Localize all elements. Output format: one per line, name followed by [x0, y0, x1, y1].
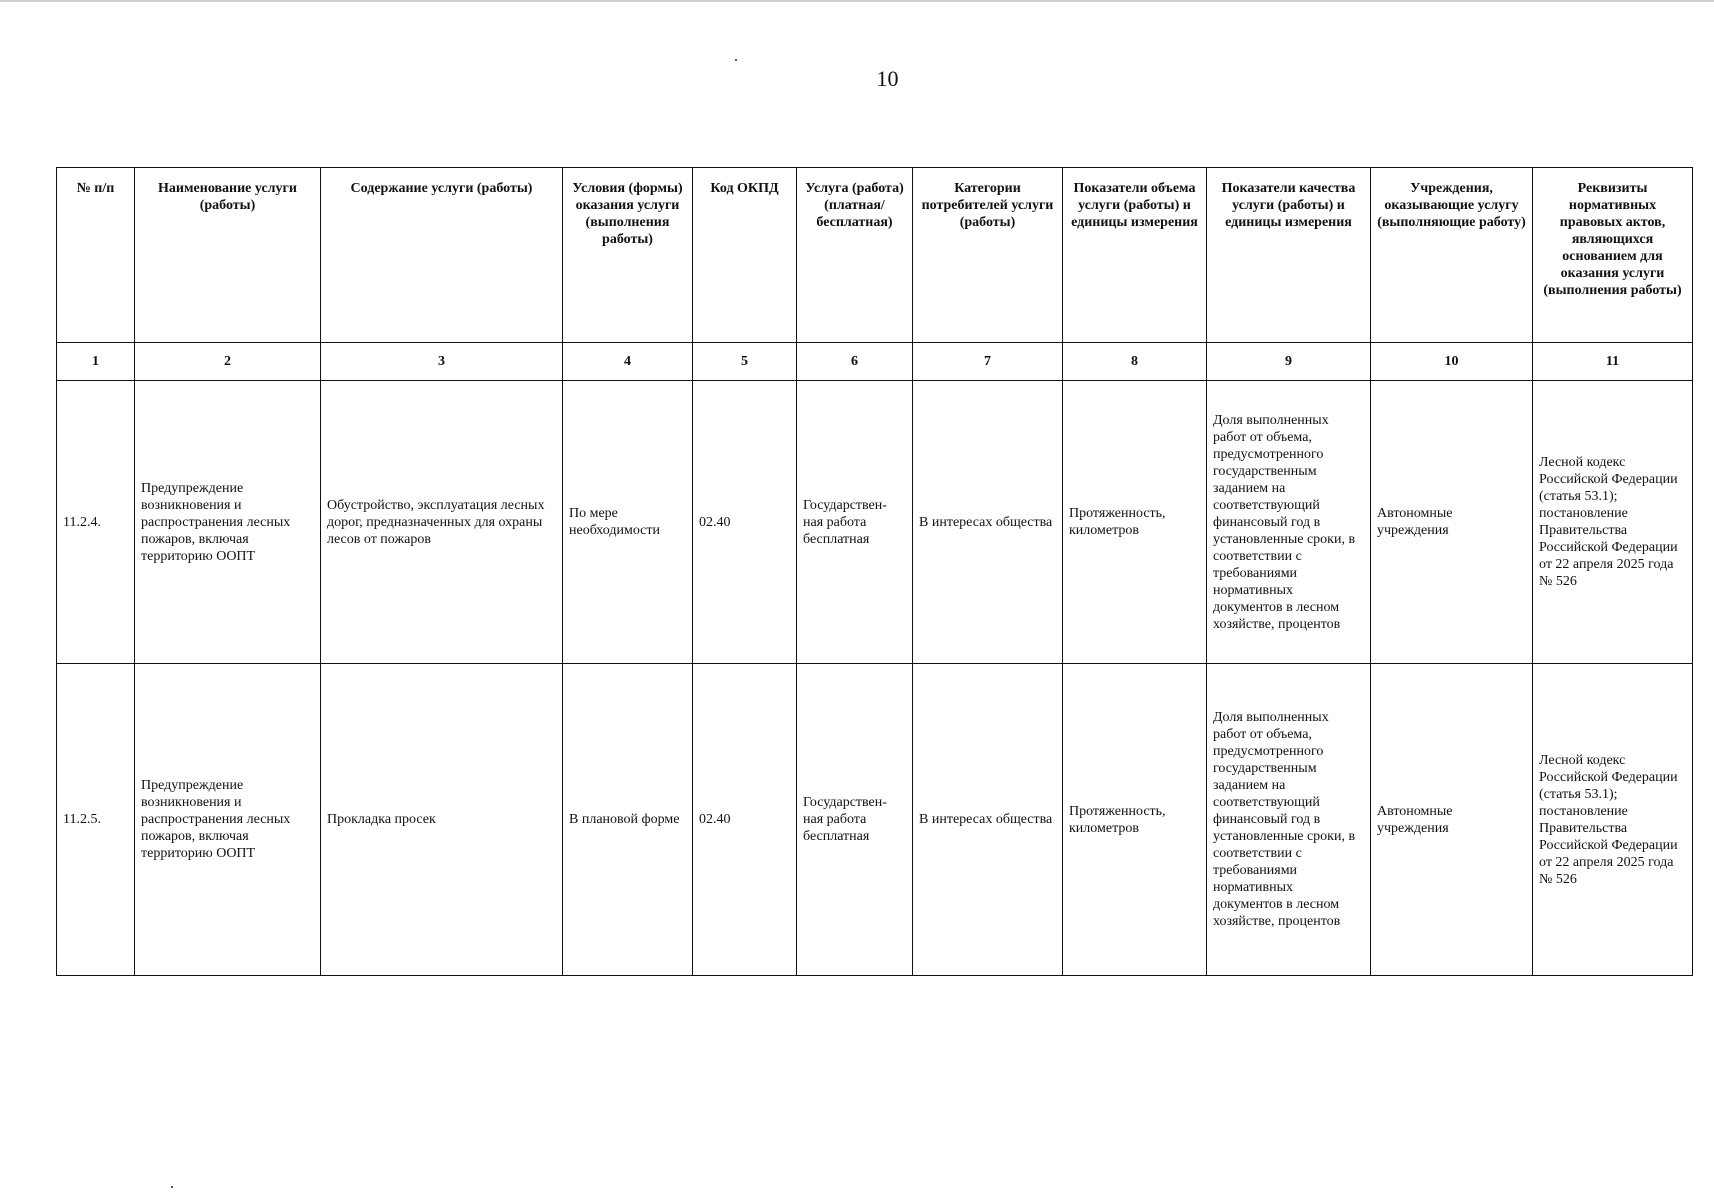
column-number: 9	[1207, 343, 1371, 381]
scan-speck	[171, 1186, 173, 1188]
cell-consumers: В интересах общества	[913, 664, 1063, 976]
page-number: 10	[876, 66, 899, 91]
cell-volume: Протяженность, километров	[1063, 381, 1207, 664]
cell-quality: Доля выполненных работ от объема, предусмотренного государственным заданием на соответствующий финансовый год в установленные сроки, в соответствии с требованиями нормативных документов в лесном хозяйстве, процентов	[1207, 664, 1371, 976]
header-cell-conditions: Условия (формы) оказания услуги (выполнения работы)	[563, 168, 693, 343]
cell-okpd: 02.40	[693, 381, 797, 664]
header-cell-service-name: Наименование услуги (работы)	[135, 168, 321, 343]
table-header-row	[57, 168, 1693, 343]
column-number: 6	[797, 343, 913, 381]
header-cell-volume: Показатели объема услуги (работы) и единицы измерения	[1063, 168, 1207, 343]
cell-paid: Государствен-ная работа бесплатная	[797, 381, 913, 664]
cell-quality: Доля выполненных работ от объема, предусмотренного государственным заданием на соответствующий финансовый год в установленные сроки, в соответствии с требованиями нормативных документов в лесном хозяйстве, процентов	[1207, 381, 1371, 664]
cell-legal: Лесной кодекс Российской Федерации (статья 53.1); постановление Правительства Российской Федерации от 22 апреля 2025 года № 526	[1533, 381, 1693, 664]
cell-okpd: 02.40	[693, 664, 797, 976]
column-number: 10	[1371, 343, 1533, 381]
column-number: 2	[135, 343, 321, 381]
column-number-row	[57, 343, 1693, 381]
page-top-edge	[0, 0, 1714, 2]
cell-service-content: Обустройство, эксплуатация лесных дорог, предназначенных для охраны лесов от пожаров	[321, 381, 563, 664]
cell-volume: Протяженность, километров	[1063, 664, 1207, 976]
cell-legal: Лесной кодекс Российской Федерации (статья 53.1); постановление Правительства Российской Федерации от 22 апреля 2025 года № 526	[1533, 664, 1693, 976]
cell-paid: Государствен-ная работа бесплатная	[797, 664, 913, 976]
table-row	[57, 664, 1693, 976]
header-cell-service-content: Содержание услуги (работы)	[321, 168, 563, 343]
cell-consumers: В интересах общества	[913, 381, 1063, 664]
services-table	[56, 167, 1693, 976]
column-number: 1	[57, 343, 135, 381]
column-number: 11	[1533, 343, 1693, 381]
cell-service-name: Предупреждение возникновения и распространения лесных пожаров, включая территорию ООПТ	[135, 381, 321, 664]
cell-number: 11.2.5.	[57, 664, 135, 976]
header-cell-legal: Реквизиты нормативных правовых актов, являющихся основанием для оказания услуги (выполнения работы)	[1533, 168, 1693, 343]
scan-speck	[735, 59, 737, 61]
column-number: 7	[913, 343, 1063, 381]
header-cell-okpd: Код ОКПД	[693, 168, 797, 343]
cell-service-name: Предупреждение возникновения и распространения лесных пожаров, включая территорию ООПТ	[135, 664, 321, 976]
cell-number: 11.2.4.	[57, 381, 135, 664]
cell-conditions: По мере необходимости	[563, 381, 693, 664]
table-row	[57, 381, 1693, 664]
header-cell-paid: Услуга (работа) (платная/ бесплатная)	[797, 168, 913, 343]
header-cell-consumers: Категории потребителей услуги (работы)	[913, 168, 1063, 343]
header-cell-quality: Показатели качества услуги (работы) и единицы измерения	[1207, 168, 1371, 343]
header-cell-institutions: Учреждения, оказывающие услугу (выполняющие работу)	[1371, 168, 1533, 343]
header-cell-number: № п/п	[57, 168, 135, 343]
cell-service-content: Прокладка просек	[321, 664, 563, 976]
cell-conditions: В плановой форме	[563, 664, 693, 976]
column-number: 4	[563, 343, 693, 381]
column-number: 8	[1063, 343, 1207, 381]
column-number: 3	[321, 343, 563, 381]
cell-institutions: Автономные учреждения	[1371, 664, 1533, 976]
cell-institutions: Автономные учреждения	[1371, 381, 1533, 664]
column-number: 5	[693, 343, 797, 381]
